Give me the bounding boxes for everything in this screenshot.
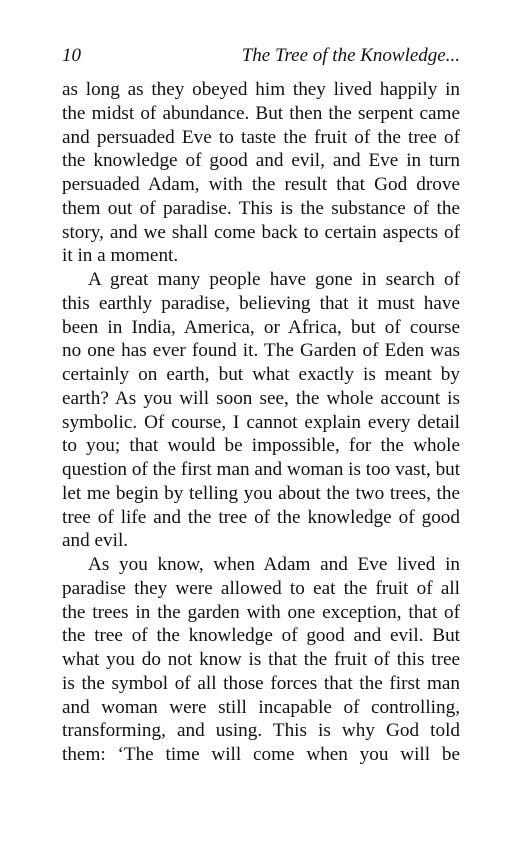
text-line: been in India, America, or Africa, but of course	[62, 316, 460, 338]
text-line: the knowledge of good and evil, and Eve in turn	[62, 150, 460, 172]
text-line: and evil.	[62, 530, 129, 552]
text-line: paradise they were allowed to eat the fruit of all	[62, 577, 460, 599]
running-title: The Tree of the Knowledge...	[241, 45, 460, 66]
text-line: them: ‘The time will come when you will be	[62, 744, 460, 765]
text-line: them out of paradise. This is the substance of the	[62, 197, 460, 219]
text-line: no one has ever found it. The Garden of Eden was	[62, 340, 460, 362]
text-line: question of the first man and woman is too vast, but	[62, 459, 461, 480]
text-line: what you do not know is that the fruit of this tree	[62, 649, 460, 670]
text-line: and persuaded Eve to taste the fruit of the tree of	[62, 126, 460, 148]
text-line: earth? As you will soon see, the whole account is	[62, 387, 460, 409]
page-number: 10	[62, 45, 81, 66]
running-header	[62, 44, 460, 68]
text-line: it in a moment.	[62, 245, 179, 267]
text-line: tree of life and the tree of the knowledge of good	[62, 506, 460, 528]
text-line: certainly on earth, but what exactly is meant by	[62, 364, 460, 385]
text-line: symbolic. Of course, I cannot explain every detail	[62, 411, 460, 433]
text-line: A great many people have gone in search of	[88, 269, 460, 290]
text-line: story, and we shall come back to certain aspects of	[62, 221, 460, 243]
text-line: the midst of abundance. But then the serpent came	[62, 102, 460, 124]
text-line: to you; that would be impossible, for the whole	[62, 435, 460, 457]
text-line: persuaded Adam, with the result that God drove	[62, 174, 460, 195]
text-line: let me begin by telling you about the two trees, the	[62, 482, 460, 504]
text-line: and woman were still incapable of controlling,	[62, 696, 460, 718]
text-line: this earthly paradise, believing that it must have	[62, 292, 460, 314]
text-line: is the symbol of all those forces that the first man	[62, 672, 460, 694]
text-line: the tree of the knowledge of good and evil. But	[62, 625, 460, 647]
text-line: as long as they obeyed him they lived happily in	[62, 79, 460, 100]
text-line: the trees in the garden with one exception, that of	[62, 601, 460, 623]
book-page	[62, 44, 460, 767]
text-line: As you know, when Adam and Eve lived in	[88, 554, 460, 575]
body-text	[62, 78, 460, 767]
text-line: transforming, and using. This is why God told	[62, 720, 460, 742]
